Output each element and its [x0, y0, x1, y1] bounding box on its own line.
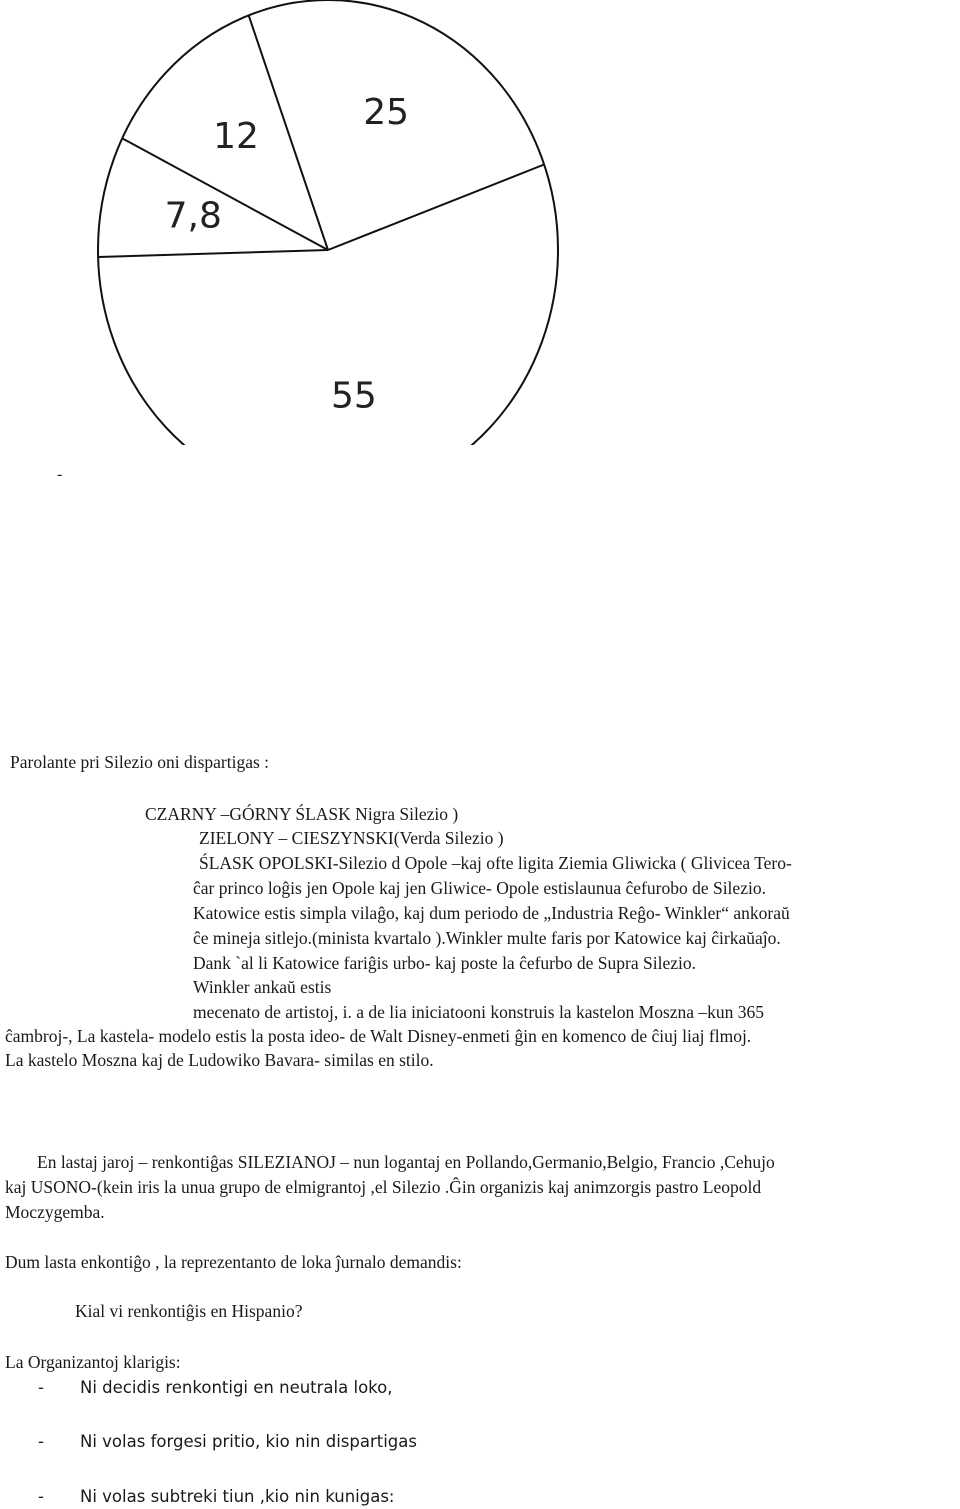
region-line-5: Katowice estis simpla vilaĝo, kaj dum periodo de „Industria Reĝo- Winkler“ ankoraŭ	[193, 903, 790, 923]
answer-item-2	[38, 1432, 417, 1451]
answer-text: Ni decidis renkontigi en neutrala loko,	[80, 1378, 393, 1397]
region-line-6: ĉe mineja sitlejo.(minista kvartalo ).Winkler multe faris por Katowice kaj ĉirkaŭaĵo.	[193, 928, 781, 948]
bullet-dash: -	[38, 1487, 44, 1506]
answer-item-3	[38, 1487, 395, 1506]
pie-chart	[95, 0, 565, 445]
region-line-1: CZARNY –GÓRNY ŚLASK Nigra Silezio )	[145, 804, 459, 824]
paragraph2-line-2: kaj USONO-(kein iris la unua grupo de elmigrantoj ,el Silezio .Ĝin organizis kaj animzorgis pastro Leopold	[5, 1177, 762, 1197]
answer-text: Ni volas forgesi pritio, kio nin dispartigas	[80, 1432, 417, 1451]
bullet-dash: -	[38, 1432, 44, 1451]
region-line-8: Winkler ankaŭ estis	[193, 977, 332, 997]
region-line-9: mecenato de artistoj, i. a de lia iniciatooni konstruis la kastelon Moszna –kun 365	[193, 1002, 765, 1022]
question-intro: Dum lasta enkontiĝo , la reprezentanto de loka ĵurnalo demandis:	[5, 1252, 462, 1272]
region-line-10: ĉambroj-, La kastela- modelo estis la posta ideo- de Walt Disney-enmeti ĝin en komenco de ĉiuj liaj flmoj.	[5, 1026, 752, 1046]
pie-slice-label: 7,8	[164, 195, 222, 237]
intro-text: Parolante pri Silezio oni dispartigas :	[10, 752, 270, 772]
region-line-7: Dank `al li Katowice fariĝis urbo- kaj poste la ĉefurbo de Supra Silezio.	[193, 953, 696, 973]
bullet-dash: -	[38, 1378, 44, 1397]
answer-text: Ni volas subtreki tiun ,kio nin kunigas:	[80, 1487, 395, 1506]
region-line-3: ŚLASK OPOLSKI-Silezio d Opole –kaj ofte ligita Ziemia Gliwicka ( Glivicea Tero-	[199, 853, 792, 873]
answer-intro: La Organizantoj klarigis:	[5, 1352, 181, 1372]
stray-dash: -	[57, 466, 63, 483]
question-text: Kial vi renkontiĝis en Hispanio?	[75, 1301, 303, 1321]
pie-slice-label: 12	[213, 116, 259, 158]
pie-slice-label: 55	[330, 375, 377, 417]
paragraph2-line-1: En lastaj jaroj – renkontiĝas SILEZIANOJ – nun logantaj en Pollando,Germanio,Belgio, Francio ,Cehujo	[37, 1152, 775, 1172]
pie-slice-label: 25	[363, 91, 410, 133]
answer-item-1	[38, 1378, 392, 1397]
region-line-2: ZIELONY – CIESZYNSKI(Verda Silezio )	[199, 828, 504, 848]
region-line-4: ĉar princo loĝis jen Opole kaj jen Gliwice- Opole estislaunua ĉefurobo de Silezio.	[193, 878, 766, 898]
paragraph2-line-3: Moczygemba.	[5, 1202, 105, 1222]
region-line-11: La kastelo Moszna kaj de Ludowiko Bavara- similas en stilo.	[5, 1050, 434, 1070]
